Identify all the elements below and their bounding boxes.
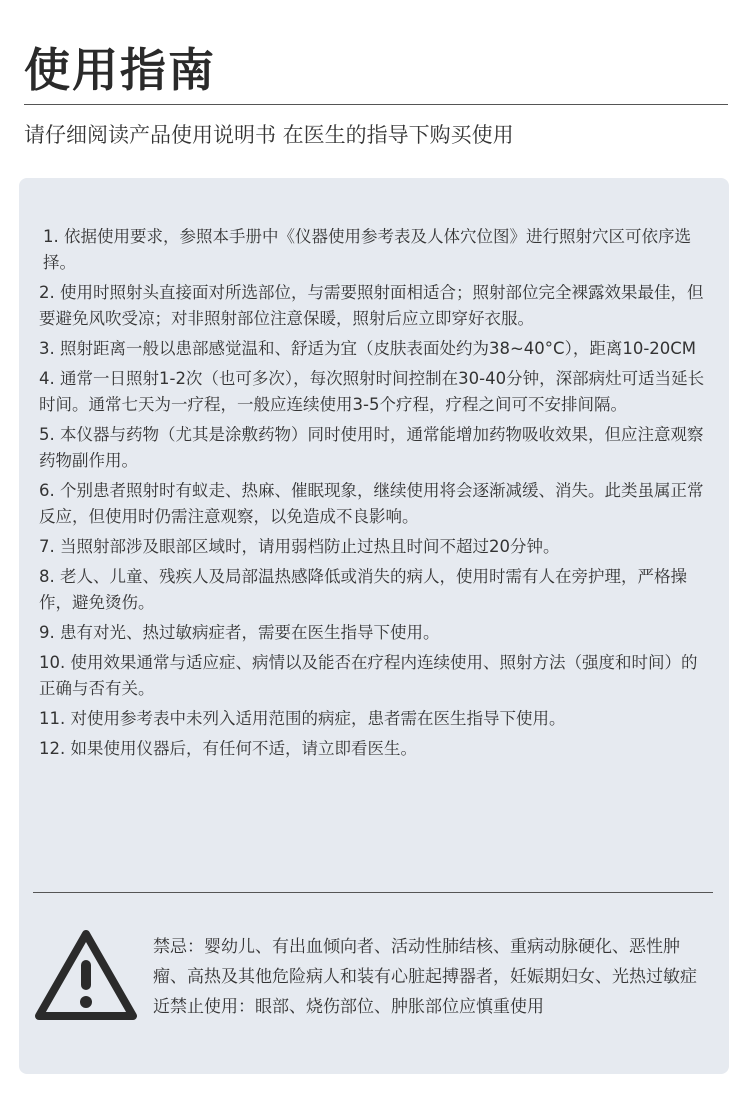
instruction-item: 7. 当照射部涉及眼部区域时，请用弱档防止过热且时间不超过20分钟。: [39, 537, 560, 556]
instruction-item: 11. 对使用参考表中未列入适用范围的病症，患者需在医生指导下使用。: [39, 709, 566, 728]
title-divider: [24, 104, 728, 105]
instructions-panel: [19, 178, 729, 1074]
page-subtitle: 请仔细阅读产品使用说明书 在医生的指导下购买使用: [24, 123, 514, 147]
instruction-item: 6. 个别患者照射时有蚁走、热麻、催眠现象，继续使用将会逐渐减缓、消失。此类虽属正常反应，但使用时仍需注意观察，以免造成不良影响。: [39, 481, 704, 526]
instruction-item: 4. 通常一日照射1-2次（也可多次），每次照射时间控制在30-40分钟，深部病灶可适当延长时间。通常七天为一疗程，一般应连续使用3-5个疗程，疗程之间可不安排间隔。: [39, 369, 705, 414]
warning-triangle-icon: [33, 926, 139, 1024]
instruction-item: 3. 照射距离一般以患部感觉温和、舒适为宜（皮肤表面处约为38~40°C），距离10-20CM: [39, 339, 697, 358]
instruction-item: 5. 本仪器与药物（尤其是涂敷药物）同时使用时，通常能增加药物吸收效果，但应注意观察药物副作用。: [39, 425, 704, 470]
instruction-item: 8. 老人、儿童、残疾人及局部温热感降低或消失的病人，使用时需有人在旁护理，严格操作，避免烫伤。: [39, 567, 687, 612]
warning-divider: [33, 892, 713, 893]
page-title: 使用指南: [24, 43, 216, 97]
instruction-item: 12. 如果使用仪器后，有任何不适，请立即看医生。: [39, 739, 417, 758]
instructions-list: [39, 224, 711, 766]
warning-text: 禁忌：婴幼儿、有出血倾向者、活动性肺结核、重病动脉硬化、恶性肿瘤、高热及其他危险病人和装有心脏起搏器者，妊娠期妇女、光热过敏症近禁止使用：眼部、烧伤部位、肿胀部位应慎重使用: [153, 937, 697, 1017]
instruction-item: 10. 使用效果通常与适应症、病情以及能否在疗程内连续使用、照射方法（强度和时间）的正确与否有关。: [39, 653, 698, 698]
instruction-item: 2. 使用时照射头直接面对所选部位，与需要照射面相适合；照射部位完全裸露效果最佳，但要避免风吹受凉；对非照射部位注意保暖，照射后应立即穿好衣服。: [39, 283, 704, 328]
instruction-item: 9. 患有对光、热过敏病症者，需要在医生指导下使用。: [39, 623, 440, 642]
instruction-item: 1. 依据使用要求，参照本手册中《仪器使用参考表及人体穴位图》进行照射穴区可依序选择。: [43, 227, 691, 272]
